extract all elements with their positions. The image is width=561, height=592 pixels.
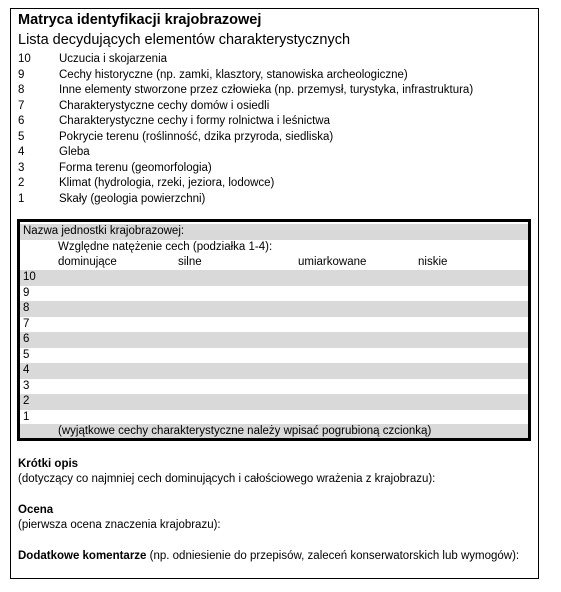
comments-note: (np. odniesienie do przepisów, zaleceń konserwatorskich lub wymogów): xyxy=(146,550,520,562)
item-number: 2 xyxy=(18,177,25,189)
column-header-dominant: dominujące xyxy=(58,256,117,268)
item-number: 1 xyxy=(18,192,25,205)
matrix-row[interactable] xyxy=(20,363,528,379)
matrix-row[interactable] xyxy=(20,317,528,333)
assessment-note: (pierwsza ocena znaczenia krajobrazu): xyxy=(18,519,221,531)
list-subtitle: Lista decydujących elementów charakterystycznych xyxy=(18,32,351,48)
item-label: Uczucia i skojarzenia xyxy=(59,53,168,65)
item-number: 7 xyxy=(18,99,25,112)
comments-line xyxy=(18,549,519,564)
short-description-title: Krótki opis xyxy=(18,458,79,470)
item-number: 3 xyxy=(18,161,25,174)
item-label: Skały (geologia powierzchni) xyxy=(59,192,206,205)
item-label: Pokrycie terenu (roślinność, dzika przyroda, siedliska) xyxy=(59,130,334,143)
row-number: 9 xyxy=(23,286,30,299)
column-header-low: niskie xyxy=(418,256,448,268)
matrix-row[interactable] xyxy=(20,286,528,302)
column-header-moderate: umiarkowane xyxy=(298,256,367,268)
row-number: 4 xyxy=(23,364,30,376)
item-label: Charakterystyczne cechy i formy rolnictwa i leśnictwa xyxy=(59,115,330,127)
footnote-text: (wyjątkowe cechy charakterystyczne należy wpisać pogrubioną czcionką) xyxy=(58,425,432,437)
item-label: Klimat (hydrologia, rzeki, jeziora, lodowce) xyxy=(59,177,275,189)
intensity-row xyxy=(20,240,528,256)
row-number: 7 xyxy=(23,317,30,330)
item-label: Cechy historyczne (np. zamki, klasztory, stanowiska archeologiczne) xyxy=(59,68,408,81)
short-description-note: (dotyczący co najmniej cech dominujących i całościowego wrażenia z krajobrazu): xyxy=(18,473,436,485)
footnote-row xyxy=(20,424,528,438)
matrix-row[interactable] xyxy=(20,394,528,410)
matrix-row[interactable] xyxy=(20,348,528,364)
row-number: 10 xyxy=(23,271,36,283)
matrix-box xyxy=(17,219,531,441)
item-label: Gleba xyxy=(59,146,90,158)
item-label: Forma terenu (geomorfologia) xyxy=(59,161,212,174)
matrix-row[interactable] xyxy=(20,270,528,286)
matrix-row[interactable] xyxy=(20,332,528,348)
page-title: Matryca identyfikacji krajobrazowej xyxy=(18,12,262,28)
item-number: 5 xyxy=(18,130,25,143)
columns-header xyxy=(20,255,528,271)
column-header-strong: silne xyxy=(178,256,202,268)
assessment-title: Ocena xyxy=(18,504,54,516)
item-label: Inne elementy stworzone przez człowieka (np. przemysł, turystyka, infrastruktura) xyxy=(59,84,474,96)
row-number: 6 xyxy=(23,333,30,345)
item-number: 6 xyxy=(18,115,25,127)
row-number: 8 xyxy=(23,302,30,314)
row-number: 2 xyxy=(23,395,30,407)
unit-name-row xyxy=(20,224,528,240)
item-label: Charakterystyczne cechy domów i osiedli xyxy=(59,99,270,112)
unit-name-label: Nazwa jednostki krajobrazowej: xyxy=(23,225,185,237)
item-number: 9 xyxy=(18,68,25,81)
item-number: 8 xyxy=(18,84,25,96)
matrix-row[interactable] xyxy=(20,410,528,426)
row-number: 5 xyxy=(23,348,30,361)
matrix-row[interactable] xyxy=(20,379,528,395)
comments-title: Dodatkowe komentarze xyxy=(18,550,147,562)
matrix-row[interactable] xyxy=(20,301,528,317)
item-number: 4 xyxy=(18,146,25,158)
row-number: 1 xyxy=(23,410,30,423)
item-number: 10 xyxy=(18,53,31,65)
row-number: 3 xyxy=(23,379,30,392)
intensity-label: Względne natężenie cech (podziałka 1-4): xyxy=(58,241,273,253)
